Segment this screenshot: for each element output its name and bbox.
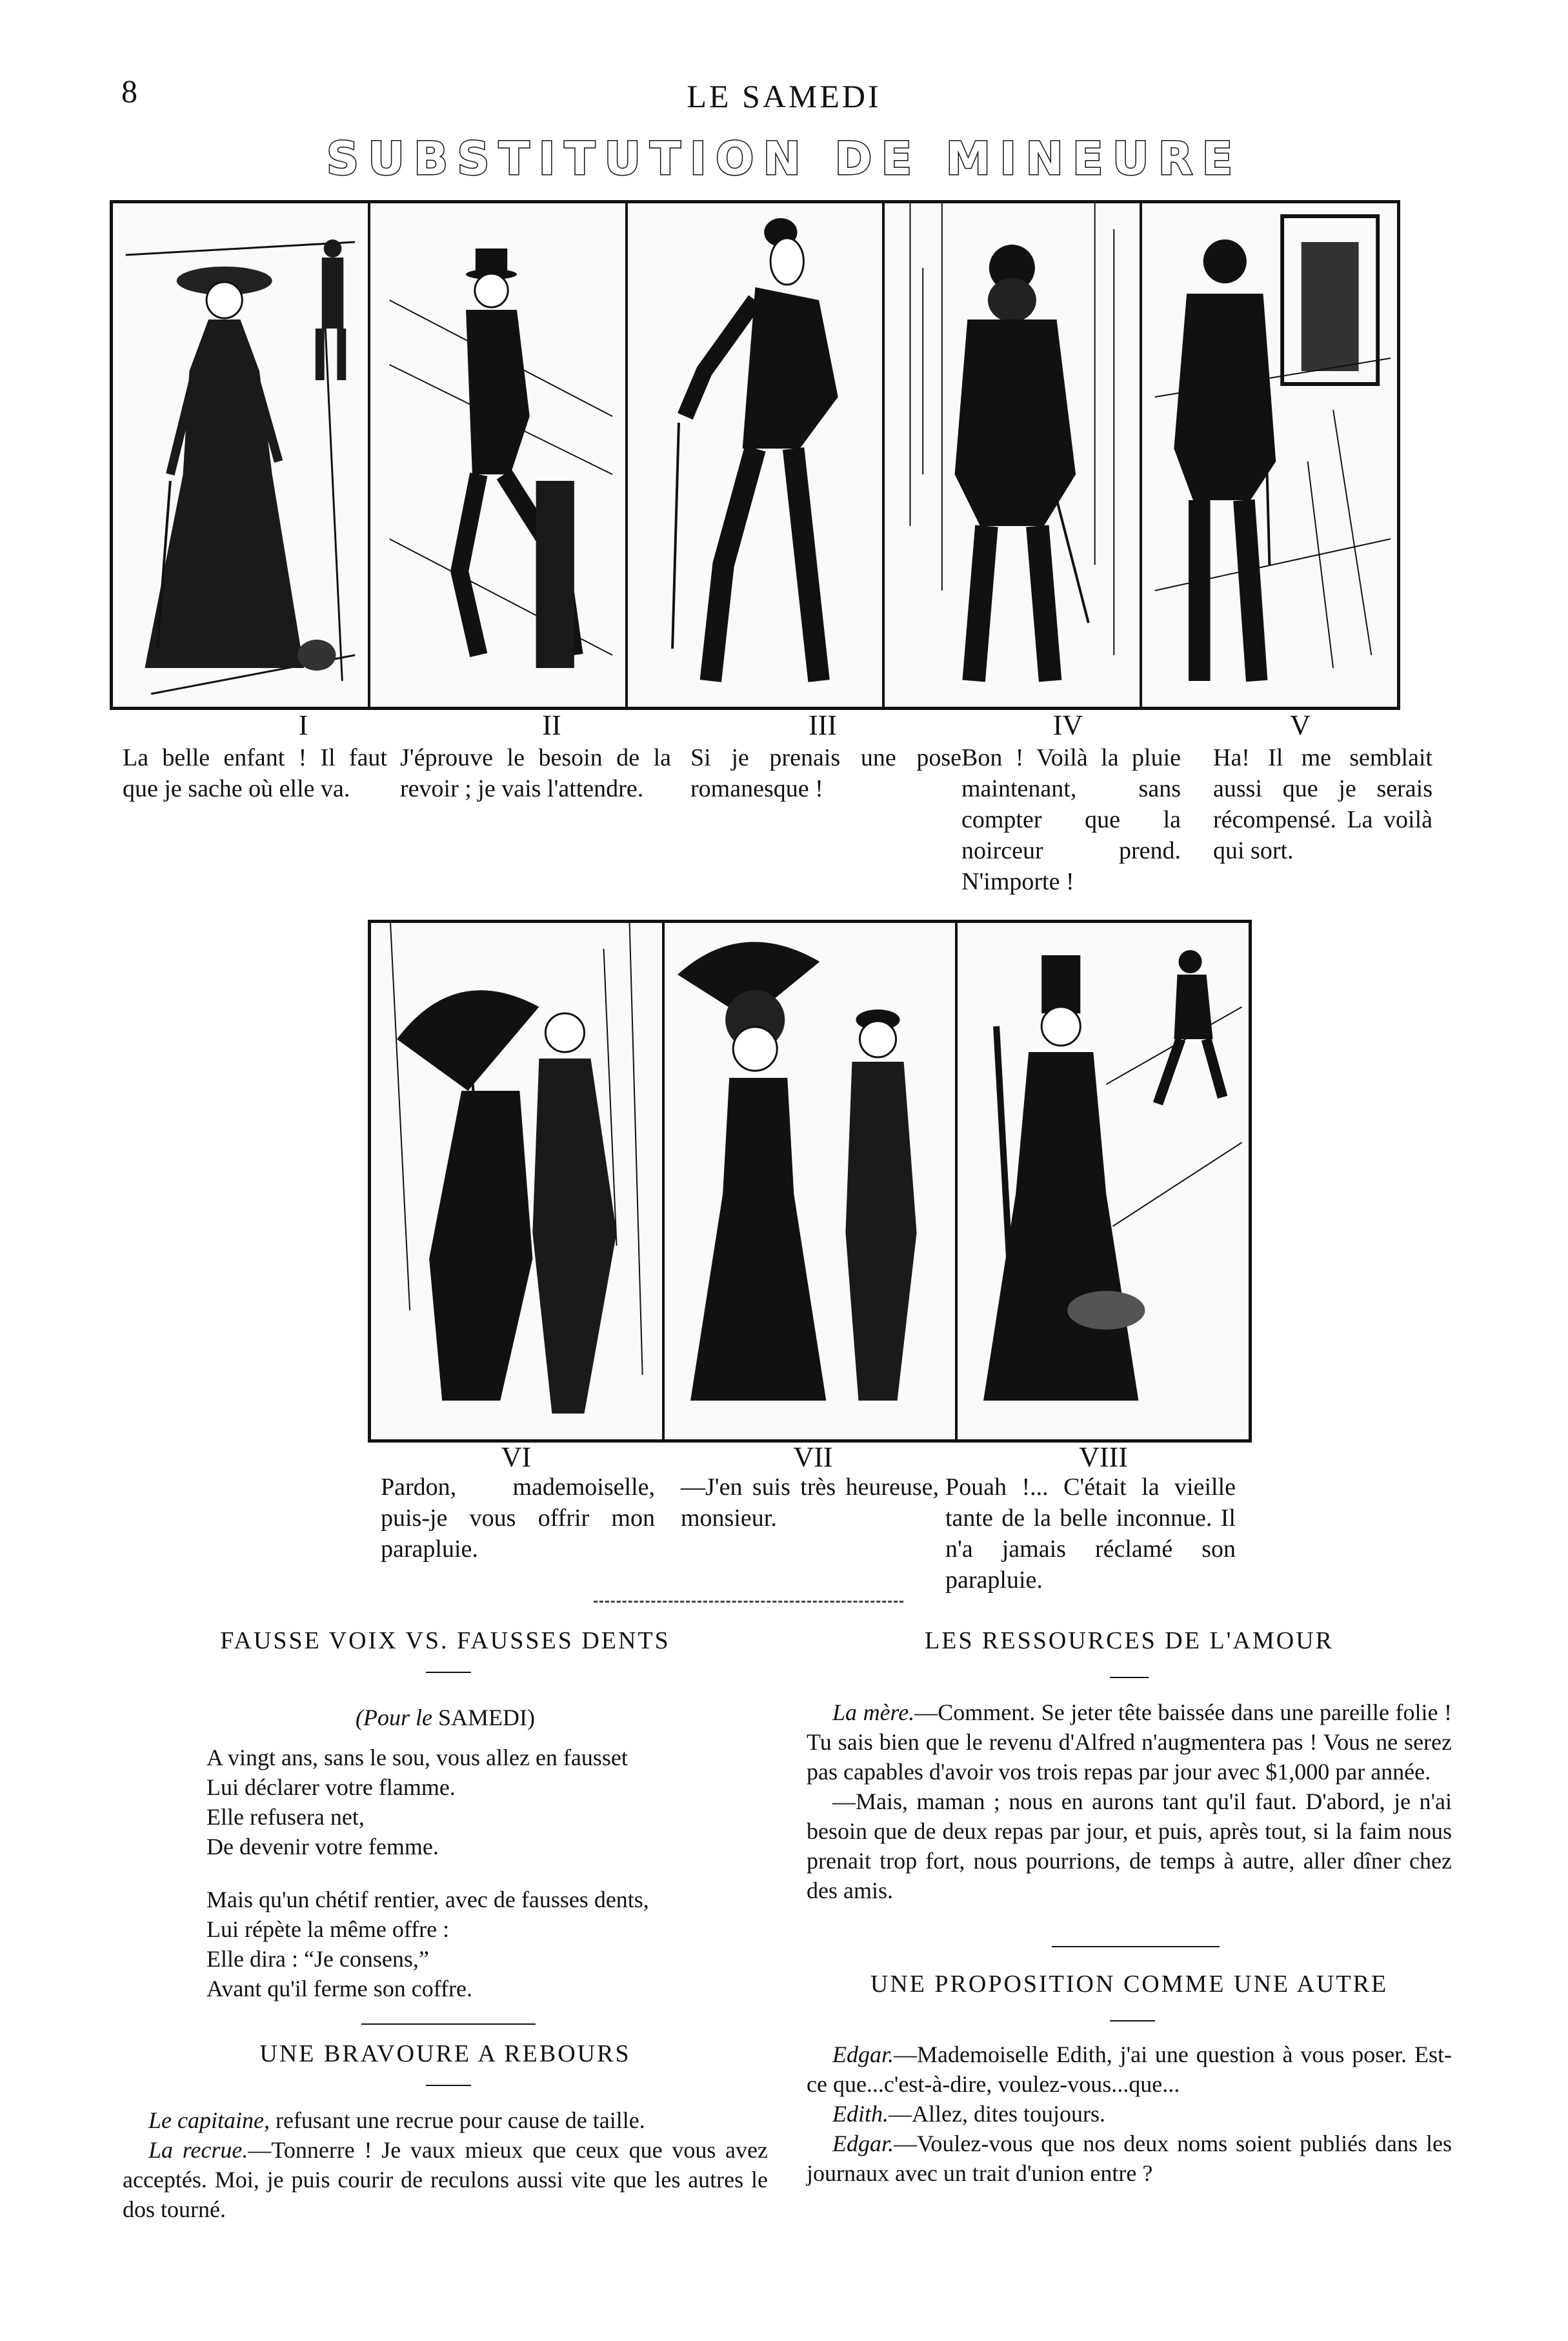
illustration-man-leaning-on-post — [370, 203, 625, 707]
page-number: 8 — [121, 73, 137, 109]
paragraph: Edgar.—Voulez-vous que nos deux noms soient publiés dans les journaux avec un trait d'union entre ? — [807, 2131, 1452, 2186]
byline-paper-name: SAMEDI — [437, 1705, 527, 1730]
comic-panel-7 — [665, 923, 958, 1439]
panel-numeral-4: IV — [1052, 709, 1083, 741]
article-title-fausse-voix: FAUSSE VOIX VS. FAUSSES DENTS — [220, 1627, 670, 1654]
section-rule — [361, 2023, 536, 2025]
panel-numeral-5: V — [1290, 709, 1311, 741]
panel-caption-4: Bon ! Voilà la pluie maintenant, sans compter que la noirceur prend. N'importe ! — [961, 744, 1181, 895]
verse-line: Avant qu'il ferme son coffre. — [206, 1976, 473, 2002]
comic-panel-6 — [371, 923, 665, 1439]
comic-panel-4 — [885, 203, 1142, 707]
article-body-ressources — [807, 1697, 1452, 1905]
illustration-woman-and-man — [665, 923, 956, 1439]
verse-line: De devenir votre femme. — [206, 1834, 439, 1860]
paragraph: La recrue.—Tonnerre ! Je vaux mieux que ceux que vous avez acceptés. Moi, je puis courir de reculons aussi vite que les autres le dos tourné. — [123, 2137, 768, 2222]
panel-caption-1: La belle enfant ! Il faut que je sache où elle va. — [123, 744, 387, 802]
poem-stanza-1 — [206, 1743, 761, 1861]
comic-panel-1 — [113, 203, 370, 707]
verse-line: Elle refusera net, — [206, 1804, 365, 1830]
verse-line: Lui répète la même offre : — [206, 1916, 450, 1942]
comic-strip-top — [110, 200, 1400, 710]
title-rule — [1110, 1677, 1149, 1678]
section-separator — [594, 1601, 903, 1603]
panel-numeral-6: VI — [501, 1441, 532, 1473]
panel-numeral-7: VII — [793, 1441, 833, 1473]
panel-caption-3: Si je prenais une pose romanesque ! — [690, 744, 961, 802]
verse-line: Mais qu'un chétif rentier, avec de fausses dents, — [206, 1887, 649, 1912]
article-title-ressources: LES RESSOURCES DE L'AMOUR — [925, 1627, 1334, 1654]
verse-line: Lui déclarer votre flamme. — [206, 1774, 456, 1800]
panel-caption-5: Ha! Il me semblait aussi que je serais récompensé. La voilà qui sort. — [1213, 744, 1432, 864]
panel-numeral-1: I — [298, 709, 308, 741]
poem-stanza-2 — [206, 1885, 761, 2003]
paragraph: Edith.—Allez, dites toujours. — [832, 2101, 1105, 2127]
illustration-man-posing — [628, 203, 883, 707]
panel-caption-2: J'éprouve le besoin de la revoir ; je vais l'attendre. — [400, 744, 671, 802]
panel-numeral-3: III — [809, 709, 837, 741]
title-rule — [426, 1672, 471, 1673]
title-rule — [1110, 2020, 1155, 2022]
illustration-man-waiting-at-door — [1142, 203, 1397, 707]
section-rule — [1052, 1946, 1220, 1947]
paragraph: Le capitaine, refusant une recrue pour cause de taille. — [148, 2107, 645, 2133]
verse-line: A vingt ans, sans le sou, vous allez en fausset — [206, 1745, 628, 1770]
comic-title: SUBSTITUTION DE MINEURE — [326, 132, 1242, 185]
comic-panel-3 — [628, 203, 885, 707]
paragraph: —Mais, maman ; nous en aurons tant qu'il faut. D'abord, je n'ai besoin que de deux repas par jour, et puis, après tout, si la faim nous prenait trop fort, nous pourrions, de temps à autre, aller dîner chez des amis. — [807, 1789, 1452, 1903]
comic-strip-bottom — [368, 920, 1252, 1443]
comic-panel-8 — [958, 923, 1249, 1439]
panel-caption-6: Pardon, mademoiselle, puis-je vous offrir mon parapluie. — [381, 1474, 655, 1563]
article-title-proposition: UNE PROPOSITION COMME UNE AUTRE — [870, 1971, 1389, 1998]
panel-numeral-8: VIII — [1079, 1441, 1128, 1473]
article-body-bravoure — [123, 2105, 768, 2224]
comic-panel-5 — [1142, 203, 1397, 707]
illustration-couple-with-umbrella — [371, 923, 662, 1439]
illustration-man-in-rain — [885, 203, 1140, 707]
panel-caption-7: —J'en suis très heureuse, monsieur. — [681, 1474, 939, 1532]
paragraph: La mère.—Comment. Se jeter tête baissée dans une pareille folie ! Tu sais bien que le revenu d'Alfred n'augmentera pas ! Vous ne serez pas capables d'avoir vos trois repas par jour avec $1,000 par année. — [807, 1699, 1452, 1785]
verse-line: Elle dira : “Je consens,” — [206, 1946, 429, 1972]
illustration-old-aunt-and-fleeing-man — [958, 923, 1249, 1439]
running-head: LE SAMEDI — [687, 78, 881, 114]
illustration-woman-walking — [113, 203, 368, 707]
article-title-bravoure: UNE BRAVOURE A REBOURS — [259, 2040, 631, 2067]
comic-panel-2 — [370, 203, 628, 707]
panel-numeral-2: II — [542, 709, 561, 741]
paragraph: Edgar.—Mademoiselle Edith, j'ai une question à vous poser. Est-ce que...c'est-à-dire, voulez-vous...que... — [807, 2042, 1452, 2097]
title-rule — [426, 2085, 471, 2086]
article-body-proposition — [807, 2040, 1452, 2188]
article-byline: (Pour le SAMEDI) — [356, 1705, 535, 1730]
panel-caption-8: Pouah !... C'était la vieille tante de la belle inconnue. Il n'a jamais réclamé son parapluie. — [945, 1474, 1236, 1594]
